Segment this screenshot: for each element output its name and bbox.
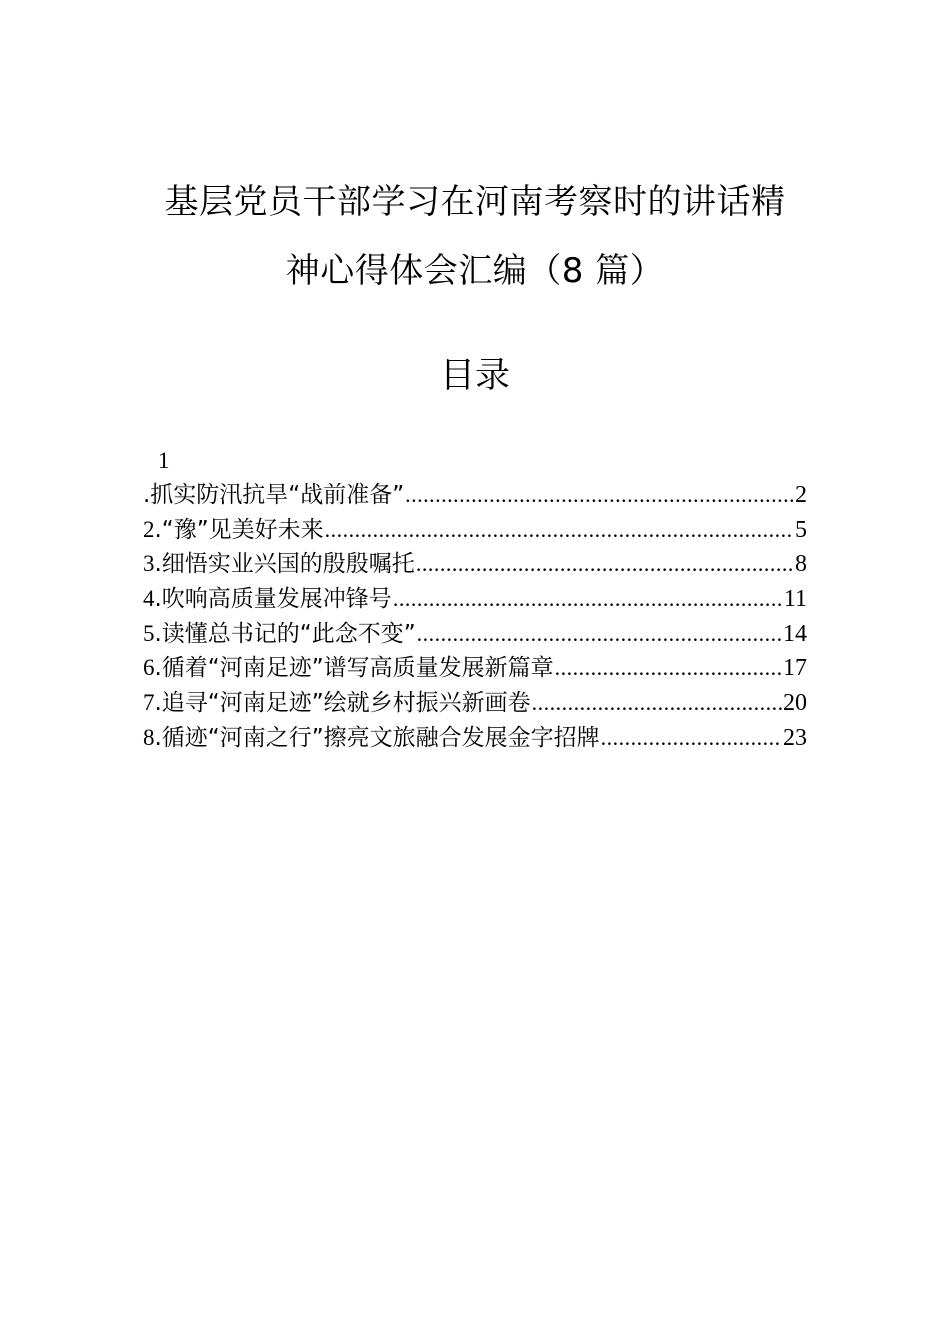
toc-dot-leader bbox=[417, 618, 782, 650]
toc-entry-label bbox=[143, 583, 392, 615]
toc-entry[interactable] bbox=[143, 687, 807, 722]
toc-entry[interactable] bbox=[143, 583, 807, 618]
toc-entry-text: .循迹“河南之行”擦亮文旅融合发展金字招牌 bbox=[154, 724, 600, 751]
toc-entry-text: .读懂总书记的“此念不变” bbox=[154, 620, 416, 647]
toc-entry-label bbox=[143, 618, 416, 650]
toc-page-number: 5 bbox=[795, 516, 807, 543]
toc-page-number: 14 bbox=[783, 620, 807, 647]
toc-entry-text: .循着“河南足迹”谱写高质量发展新篇章 bbox=[154, 655, 554, 682]
toc-dot-leader bbox=[325, 514, 794, 546]
toc-entry-label bbox=[143, 548, 415, 580]
toc-entry-text: .“豫”见美好未来 bbox=[154, 516, 324, 543]
toc-entry[interactable] bbox=[143, 479, 807, 514]
toc-entry-text: .抓实防汛抗旱“战前准备” bbox=[143, 482, 405, 508]
toc-dot-leader bbox=[555, 652, 782, 684]
toc-entry-number: 6 bbox=[143, 655, 155, 681]
toc-heading: 目录 bbox=[439, 356, 510, 396]
document-title-line-1: 基层党员干部学习在河南考察时的讲话精 bbox=[164, 182, 786, 222]
toc-dot-leader bbox=[601, 722, 782, 754]
toc-entry-number: 3 bbox=[143, 551, 155, 577]
toc-entry-number: 7 bbox=[143, 690, 155, 716]
toc-entry-label bbox=[143, 479, 404, 511]
toc-page-number: 20 bbox=[783, 690, 807, 717]
toc-entry[interactable] bbox=[143, 618, 807, 653]
toc-page-number: 23 bbox=[783, 724, 807, 751]
toc-page-number: 2 bbox=[795, 482, 807, 508]
toc-page-number: 8 bbox=[795, 551, 807, 578]
toc-dot-leader bbox=[405, 479, 794, 511]
toc-entry-label bbox=[143, 687, 531, 719]
toc-dot-leader bbox=[393, 583, 783, 615]
toc-entry-text: .追寻“河南足迹”绘就乡村振兴新画卷 bbox=[154, 690, 531, 717]
toc-entry-number: 4 bbox=[143, 586, 155, 612]
toc-entry-label bbox=[143, 514, 324, 546]
toc-entry[interactable] bbox=[143, 548, 807, 583]
toc-dot-leader bbox=[532, 687, 782, 719]
toc-entry-text: .细悟实业兴国的殷殷嘱托 bbox=[154, 551, 415, 578]
toc-page-number: 17 bbox=[783, 655, 807, 682]
toc-entry-number: 2 bbox=[143, 516, 155, 542]
toc-dot-leader bbox=[416, 548, 794, 580]
toc-entry-number: 8 bbox=[143, 724, 155, 750]
toc-entry[interactable] bbox=[143, 514, 807, 549]
document-title-line-2: 神心得体会汇编（8 篇） bbox=[285, 251, 665, 291]
toc-entry-label bbox=[143, 722, 600, 754]
toc-entry[interactable] bbox=[143, 652, 807, 687]
toc-stray-number: 1 bbox=[158, 448, 170, 473]
toc-entry-label bbox=[143, 652, 554, 684]
toc-page-number: 11 bbox=[783, 586, 807, 613]
toc-entry-text: .吹响高质量发展冲锋号 bbox=[154, 586, 392, 613]
toc-entry-number: 5 bbox=[143, 620, 155, 646]
table-of-contents bbox=[143, 479, 807, 757]
toc-entry[interactable] bbox=[143, 722, 807, 757]
